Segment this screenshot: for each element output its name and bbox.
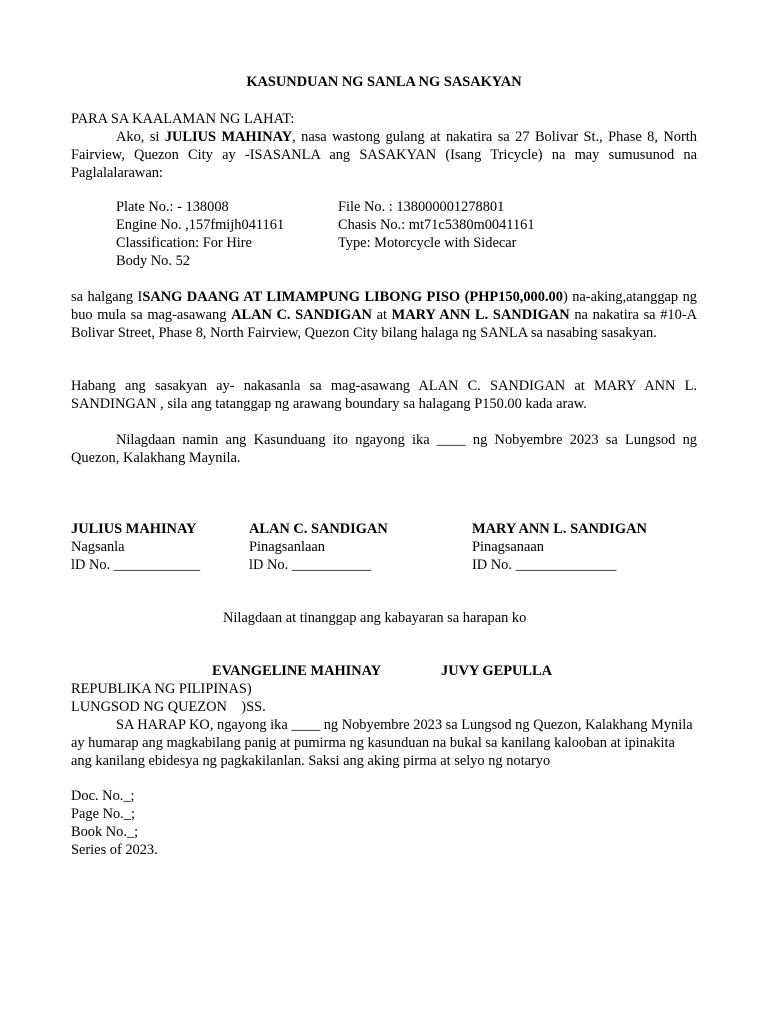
pledge-amount: SANG DAANG AT LIMAMPUNG LIBONG PISO (PHP150,000.00 bbox=[142, 289, 563, 305]
signatory-id: lD No. ____________ bbox=[71, 557, 201, 573]
pledgee-name-2: MARY ANN L. SANDIGAN bbox=[391, 307, 570, 323]
signatory-role: Pinagsanaan bbox=[472, 539, 544, 555]
signatory-id: ID No. ______________ bbox=[472, 557, 617, 573]
signatory-id: lD No. ___________ bbox=[249, 557, 371, 573]
book-number: Book No._; bbox=[71, 824, 139, 840]
signatory-name: ALAN C. SANDIGAN bbox=[249, 521, 388, 537]
signatory-block bbox=[472, 520, 647, 574]
intro-section bbox=[71, 110, 697, 182]
file-number: File No. : 138000001278801 bbox=[338, 199, 505, 215]
signatory-name: JULIUS MAHINAY bbox=[71, 521, 197, 537]
pledgee-name-1: ALAN C. SANDIGAN bbox=[231, 307, 372, 323]
price-text-2: ) na-aking,atanggap ng buo mula sa mag-asawang bbox=[71, 289, 697, 323]
signatory-role: Pinagsanlaan bbox=[249, 539, 325, 555]
chasis-number: Chasis No.: mt71c5380m0041161 bbox=[338, 217, 535, 233]
series-year: Series of 2023. bbox=[71, 842, 158, 858]
plate-number: Plate No.: - 138008 bbox=[116, 199, 229, 215]
witness-name: JUVY GEPULLA bbox=[441, 663, 553, 679]
price-text-3: at bbox=[371, 307, 392, 323]
witness-name: EVANGELINE MAHINAY bbox=[212, 663, 382, 679]
witness-note-text: Nilagdaan at tinanggap ang kabayaran sa harapan ko bbox=[223, 610, 527, 626]
pledgor-name: JULIUS MAHINAY bbox=[164, 129, 293, 145]
doc-number: Doc. No._; bbox=[71, 788, 135, 804]
signatory-block bbox=[71, 520, 200, 574]
notary-details bbox=[71, 787, 697, 859]
document-title: KASUNDUAN NG SANLA NG SASAKYAN bbox=[246, 74, 522, 90]
signatory-block bbox=[249, 520, 388, 574]
vehicle-description bbox=[116, 198, 676, 270]
intro-prefix: Ako, si bbox=[116, 129, 165, 145]
vehicle-classification: Classification: For Hire bbox=[116, 235, 252, 251]
boundary-paragraph: Habang ang sasakyan ay- nakasanla sa mag-asawang ALAN C. SANDIGAN at MARY ANN L. SANDINGAN , sila ang tatanggap ng arawang boundary sa halagang P150.00 kada araw. bbox=[71, 378, 697, 412]
engine-number: Engine No. ,157fmijh041161 bbox=[116, 217, 285, 233]
venue-city: LUNGSOD NG QUEZON )SS. bbox=[71, 699, 266, 715]
acknowledgment-body: SA HARAP KO, ngayong ika ____ ng Nobyembre 2023 sa Lungsod ng Quezon, Kalakhang Mynila ay humarap ang magkabilang panig at pumirma ng kasunduan na bukal sa kanilang kalooban at ipinakita ang kanilang ebidesya ng pagkakilanlan. Saksi ang aking pirma at selyo ng notaryo bbox=[71, 717, 693, 769]
venue-republic: REPUBLIKA NG PILIPINAS) bbox=[71, 681, 252, 697]
vehicle-type: Type: Motorcycle with Sidecar bbox=[338, 235, 517, 251]
price-text-1: sa halgang I bbox=[71, 289, 143, 305]
page-number: Page No._; bbox=[71, 806, 135, 822]
signatory-name: MARY ANN L. SANDIGAN bbox=[472, 521, 647, 537]
intro-rest: , nasa wastong gulang at nakatira sa 27 Bolivar St., Phase 8, North Fairview, Quezon City ay -ISASANLA ang SASAKYAN (Isang Tricycle) na may sumusunod na Paglalalarawan: bbox=[71, 129, 697, 181]
signed-paragraph: Nilagdaan namin ang Kasunduang ito ngayong ika ____ ng Nobyembre 2023 sa Lungsod ng Quezon, Kalakhang Maynila. bbox=[71, 432, 697, 466]
salutation: PARA SA KAALAMAN NG LAHAT: bbox=[71, 111, 295, 127]
signatory-role: Nagsanla bbox=[71, 539, 125, 555]
price-text-4: na nakatira sa #10-A Bolivar Street, Phase 8, North Fairview, Quezon City bilang halaga ng SANLA sa nasabing sasakyan. bbox=[71, 307, 697, 341]
intro-paragraph bbox=[71, 128, 697, 182]
price-paragraph bbox=[71, 288, 697, 342]
acknowledgment-section bbox=[71, 680, 697, 770]
body-number: Body No. 52 bbox=[116, 253, 190, 269]
